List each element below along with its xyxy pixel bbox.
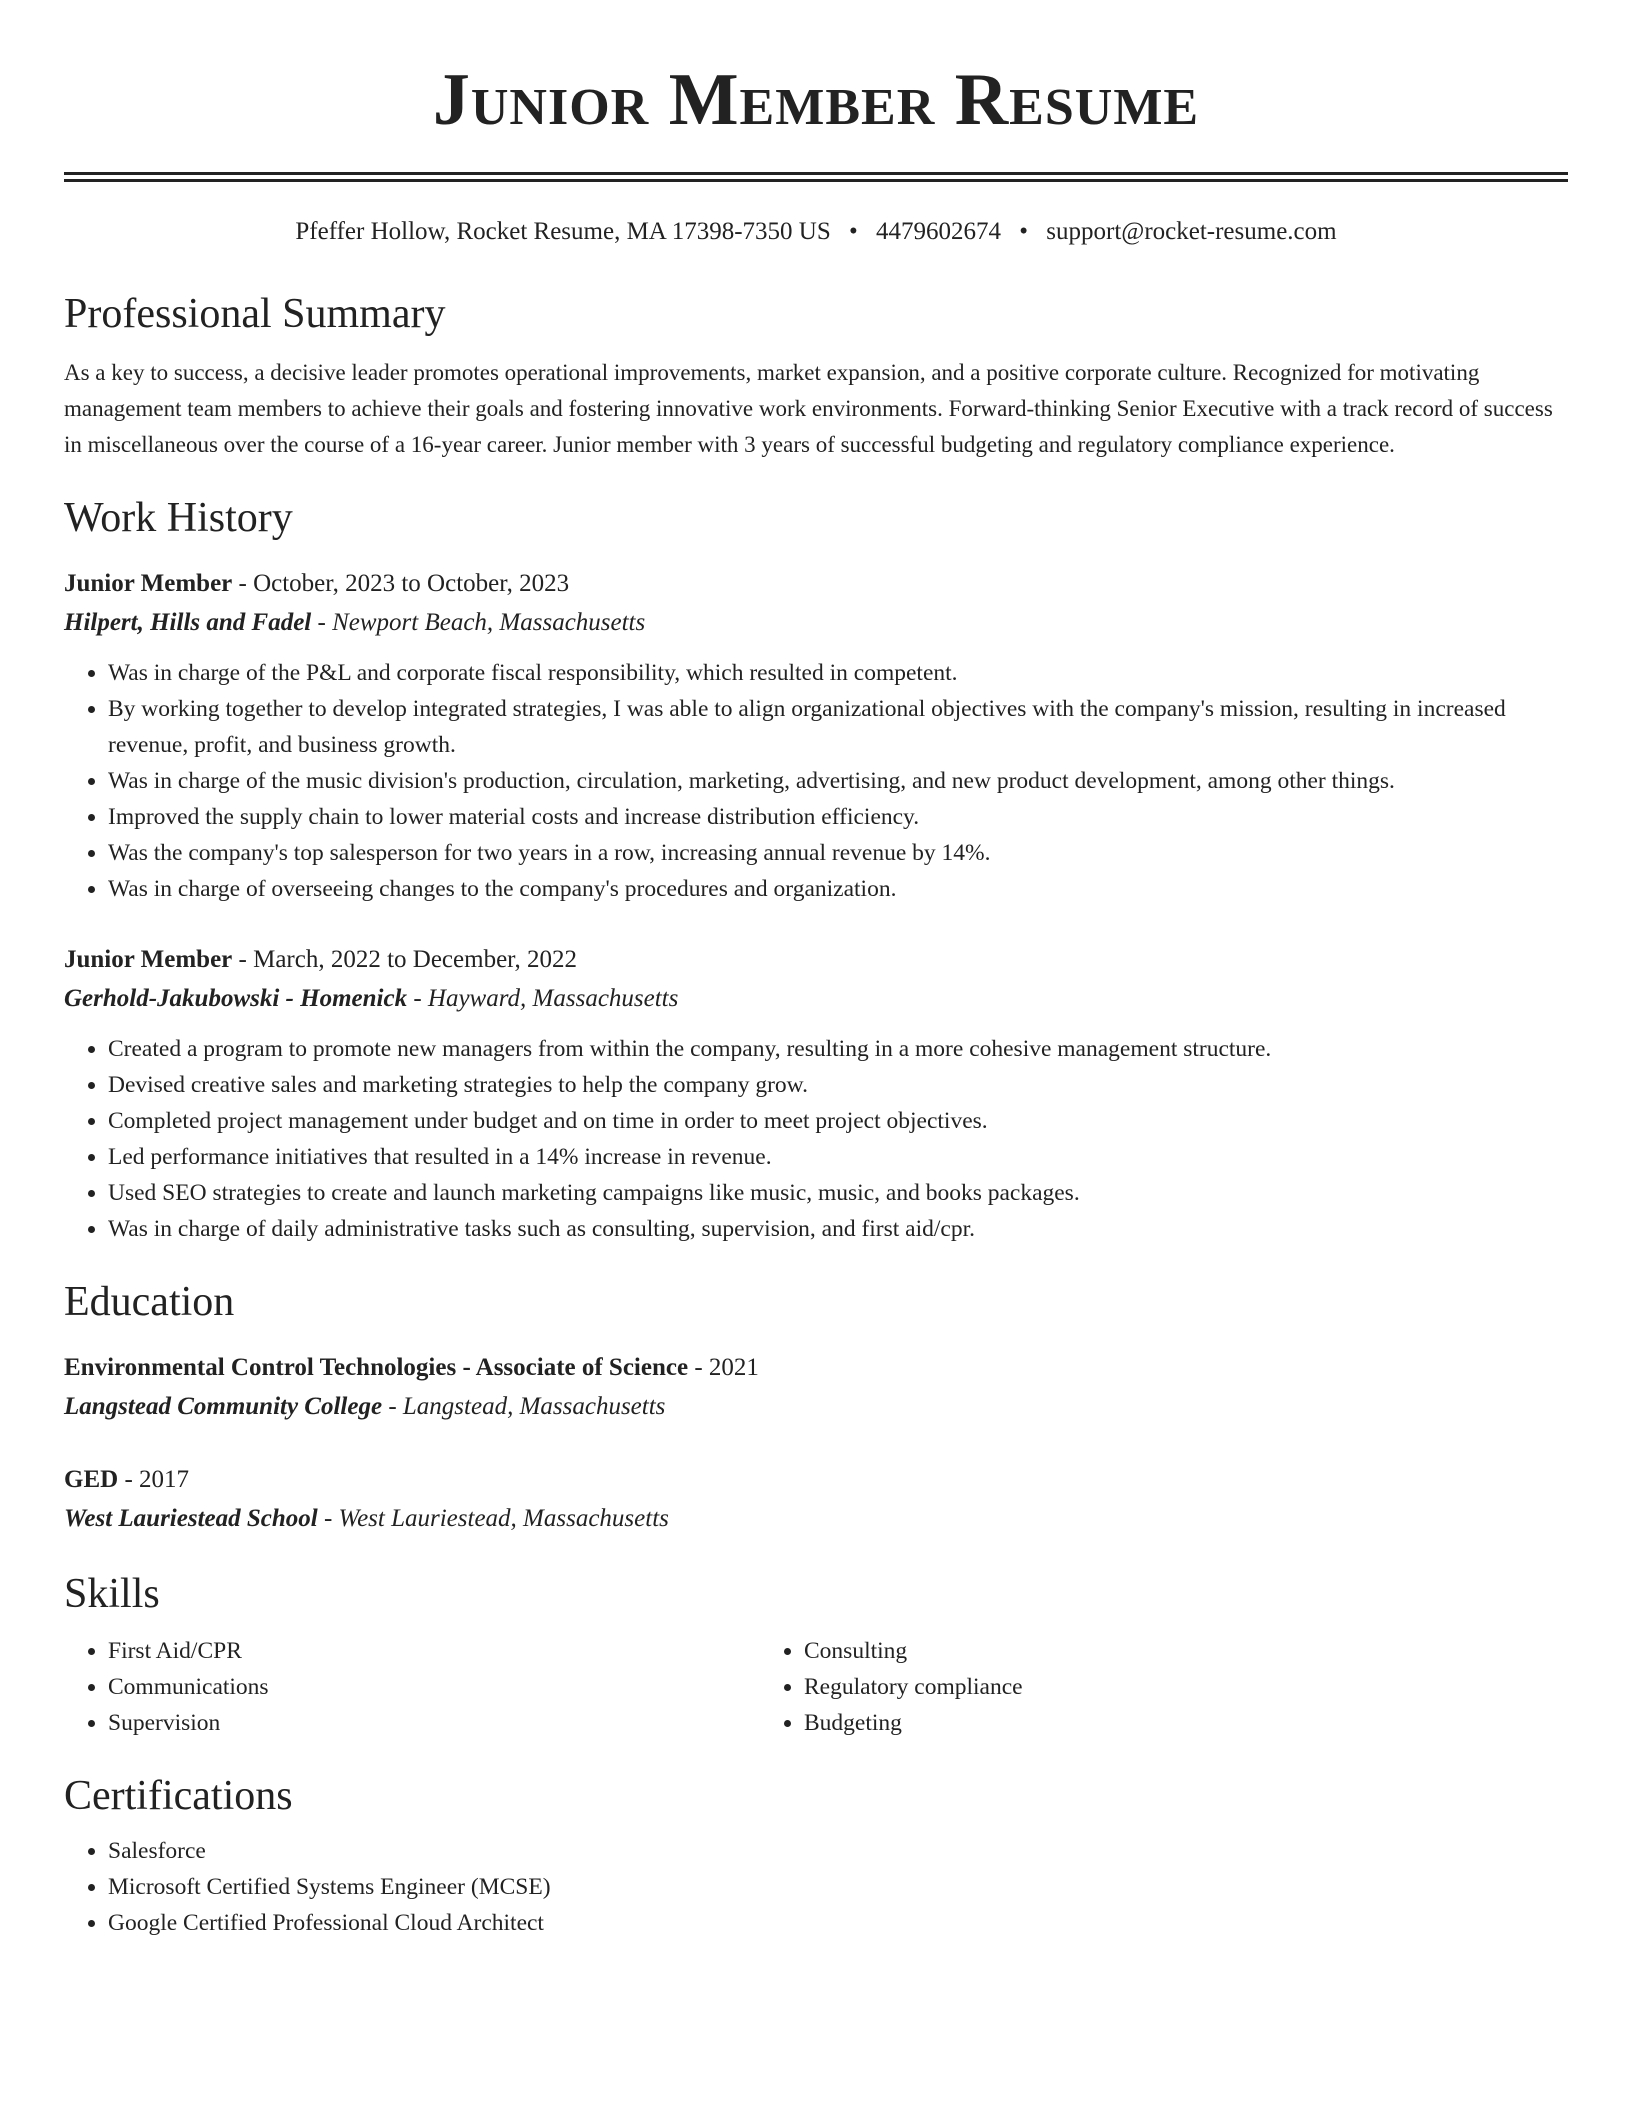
contact-address: Pfeffer Hollow, Rocket Resume, MA 17398-7350 US: [295, 218, 831, 245]
job-bullet: • Was in charge of daily administrative tasks such as consulting, supervision, and first aid/cpr.: [108, 1211, 1568, 1247]
job-company: Hilpert, Hills and Fadel: [64, 609, 312, 636]
education-school-line: [64, 1499, 1568, 1539]
certifications-list: [64, 1833, 1568, 1941]
job-bullet: • Created a program to promote new managers from within the company, resulting in a more cohesive management structure.: [108, 1031, 1568, 1067]
skills-list-right: [760, 1633, 1456, 1741]
education-degree: GED: [64, 1466, 119, 1493]
education-heading: Education: [64, 1279, 235, 1325]
job-bullet: • Improved the supply chain to lower material costs and increase distribution efficiency.: [108, 799, 1568, 835]
job-location: - Hayward, Massachusetts: [407, 985, 679, 1012]
summary-section: [64, 289, 1568, 463]
job-company-line: [64, 979, 1568, 1019]
skills-columns: [64, 1633, 1568, 1741]
job-dates: - March, 2022 to December, 2022: [232, 946, 577, 973]
education-entry: [64, 1461, 1568, 1539]
skill-item: • Supervision: [108, 1705, 760, 1741]
education-section: [64, 1277, 1568, 1539]
certifications-section: [64, 1771, 1568, 1941]
job-entry: [64, 565, 1568, 907]
job-bullet: • Was in charge of the music division's production, circulation, marketing, advertising, and new product development, among other things.: [108, 763, 1568, 799]
resume-title: Junior Member Resume: [432, 59, 1200, 141]
work-history-section: [64, 493, 1568, 1247]
job-title-line: [64, 941, 1568, 979]
contact-separator: •: [1019, 218, 1029, 245]
job-bullet: • Was the company's top salesperson for two years in a row, increasing annual revenue by 14%.: [108, 835, 1568, 871]
skills-heading: Skills: [64, 1571, 160, 1617]
education-location: - West Lauriestead, Massachusetts: [317, 1505, 669, 1532]
job-entry: [64, 941, 1568, 1247]
certification-item: • Microsoft Certified Systems Engineer (MCSE): [108, 1869, 1568, 1905]
job-bullets: [64, 1031, 1568, 1247]
job-dates: - October, 2023 to October, 2023: [232, 570, 570, 597]
education-degree-line: [64, 1461, 1568, 1499]
education-school: Langstead Community College: [64, 1393, 383, 1420]
skills-list-left: [64, 1633, 760, 1741]
job-title: Junior Member: [64, 946, 233, 973]
job-bullet: • Led performance initiatives that resulted in a 14% increase in revenue.: [108, 1139, 1568, 1175]
education-entry: [64, 1349, 1568, 1427]
job-title: Junior Member: [64, 570, 233, 597]
title-double-rule: [64, 172, 1568, 182]
skill-item: • Regulatory compliance: [804, 1669, 1456, 1705]
contact-separator: •: [849, 218, 858, 245]
skill-item: • First Aid/CPR: [108, 1633, 760, 1669]
job-bullet: • Was in charge of overseeing changes to the company's procedures and organization.: [108, 871, 1568, 907]
certifications-heading: Certifications: [64, 1773, 293, 1819]
skills-section: [64, 1569, 1568, 1741]
contact-email: support@rocket-resume.com: [1046, 218, 1337, 245]
education-school-line: [64, 1387, 1568, 1427]
education-degree: Environmental Control Technologies - Associate of Science: [64, 1354, 689, 1381]
job-bullet: • Completed project management under budget and on time in order to meet project objectives.: [108, 1103, 1568, 1139]
certification-item: • Google Certified Professional Cloud Architect: [108, 1905, 1568, 1941]
summary-text: As a key to success, a decisive leader promotes operational improvements, market expansion, and a positive corporate culture. Recognized for motivating management team members to achieve their goals and fostering innovative work environments. Forward-thinking Senior Executive with a track record of success in miscellaneous over the course of a 16-year career. Junior member with 3 years of successful budgeting and regulatory compliance experience.: [64, 360, 1553, 457]
education-year: - 2021: [688, 1354, 759, 1381]
job-location: - Newport Beach, Massachusetts: [311, 609, 646, 636]
certification-item: • Salesforce: [108, 1833, 1568, 1869]
contact-phone: 4479602674: [876, 218, 1002, 245]
contact-line: [64, 215, 1568, 249]
education-school: West Lauriestead School: [64, 1505, 318, 1532]
job-bullet: • Devised creative sales and marketing strategies to help the company grow.: [108, 1067, 1568, 1103]
skill-item: • Communications: [108, 1669, 760, 1705]
work-history-heading: Work History: [64, 495, 293, 541]
education-degree-line: [64, 1349, 1568, 1387]
education-year: - 2017: [118, 1466, 190, 1493]
job-title-line: [64, 565, 1568, 603]
summary-heading: Professional Summary: [64, 291, 446, 337]
job-company: Gerhold-Jakubowski - Homenick: [64, 985, 408, 1012]
job-company-line: [64, 603, 1568, 643]
job-bullets: [64, 655, 1568, 907]
job-bullet: • Was in charge of the P&L and corporate fiscal responsibility, which resulted in competent.: [108, 655, 1568, 691]
skill-item: • Budgeting: [804, 1705, 1456, 1741]
education-location: - Langstead, Massachusetts: [382, 1393, 666, 1420]
job-bullet: • Used SEO strategies to create and launch marketing campaigns like music, music, and books packages.: [108, 1175, 1568, 1211]
job-bullet: • By working together to develop integrated strategies, I was able to align organizational objectives with the company's mission, resulting in increased revenue, profit, and business growth.: [108, 691, 1568, 763]
skill-item: • Consulting: [804, 1633, 1456, 1669]
